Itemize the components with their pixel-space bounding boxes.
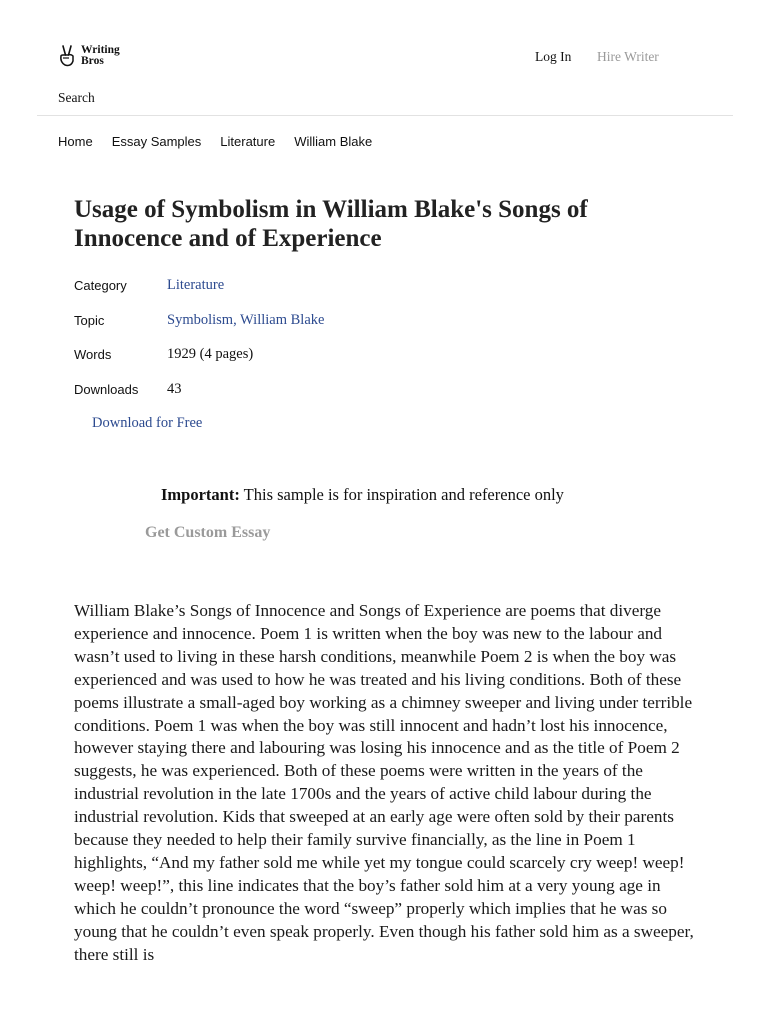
meta-label: Words [74, 347, 112, 363]
logo-line2: Bros [81, 55, 104, 67]
important-text: This sample is for inspiration and reference only [239, 485, 564, 504]
essay-meta [74, 277, 324, 416]
meta-label: Topic [74, 312, 105, 328]
search-link[interactable]: Search [58, 90, 95, 105]
words-value: 1929 (4 pages) [167, 346, 254, 363]
page-title: Usage of Symbolism in William Blake's Songs of Innocence and of Experience [74, 196, 588, 252]
site-logo[interactable] [57, 44, 120, 68]
meta-label: Downloads [74, 382, 139, 398]
meta-label: Category [74, 278, 127, 293]
download-free-link[interactable]: Download for Free [92, 415, 203, 431]
meta-row-downloads [74, 381, 324, 416]
breadcrumb-literature[interactable]: Literature [220, 134, 276, 149]
meta-row-words [74, 346, 324, 381]
peace-hand-icon [57, 44, 77, 68]
important-notice [161, 485, 564, 505]
important-label: Important: [161, 485, 240, 504]
hire-writer-link[interactable]: Hire Writer [597, 49, 659, 64]
header-divider [37, 115, 733, 116]
category-link[interactable]: Literature [167, 277, 225, 293]
meta-row-topic [74, 312, 324, 347]
logo-line1: Writing [81, 44, 120, 56]
site-header [0, 0, 768, 115]
get-custom-essay-button[interactable]: Get Custom Essay [145, 524, 271, 541]
topic-link[interactable]: Symbolism, William Blake [167, 311, 325, 328]
breadcrumb-home[interactable]: Home [58, 134, 93, 149]
login-link[interactable]: Log In [535, 49, 572, 64]
breadcrumb [58, 134, 372, 149]
breadcrumb-essay-samples[interactable]: Essay Samples [111, 134, 202, 149]
breadcrumb-william-blake[interactable]: William Blake [294, 134, 373, 149]
logo-wordmark [81, 45, 120, 67]
meta-row-category [74, 277, 324, 312]
essay-body: William Blake’s Songs of Innocence and Songs of Experience are poems that diverge experience and innocence. Poem 1 is written when the boy was new to the labour and wasn’t used to living in these harsh conditions, meanwhile Poem 2 is when the boy was experienced and was used to how he was treated and his living conditions. Both of these poems illustrate a small-aged boy working as a chimney sweeper and living under terrible conditions. Poem 1 was when the boy was still innocent and hadn’t lost his innocence, however staying there and labouring was losing his innocence and as the title of Poem 2 suggests, he was experienced. Both of these poems were written in the years of the industrial revolution in the late 1700s and the years of active child labour during the industrial revolution. Kids that sweeped at an early age were often sold by their parents because they needed to help their family survive financially, as the line in Poem 1 highlights, “And my father sold me while yet my tongue could scarcely cry weep! weep! weep! weep!”, this line indicates that the boy’s father sold him at a very young age in which he couldn’t pronounce the word “sweep” properly which implies that he was so young that he couldn’t even speak properly. Even though his father sold him as a sweeper, there still is [74, 601, 694, 964]
downloads-value: 43 [167, 381, 182, 398]
